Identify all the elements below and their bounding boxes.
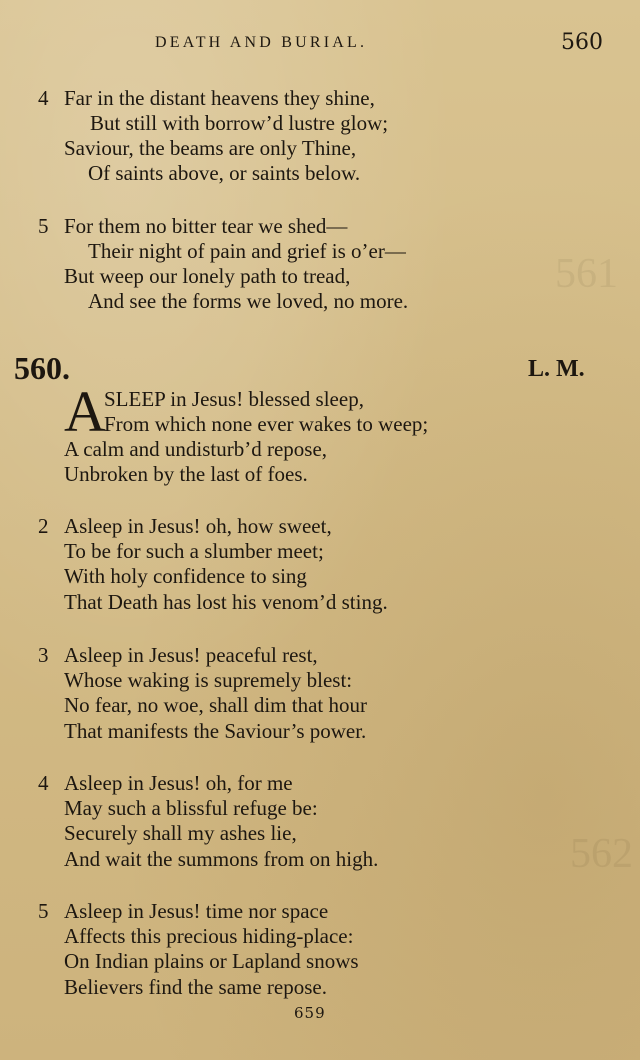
show-through-ornament: 562 bbox=[570, 831, 633, 877]
verse-number: 4 bbox=[38, 86, 49, 110]
verse-line: And wait the summons from on high. bbox=[64, 847, 379, 871]
verse-line: With holy confidence to sing bbox=[64, 564, 307, 588]
verse-line: Securely shall my ashes lie, bbox=[64, 821, 297, 845]
verse-line: Unbroken by the last of foes. bbox=[64, 462, 308, 486]
verse-line: That Death has lost his venom’d sting. bbox=[64, 590, 388, 614]
verse-line: Believers find the same repose. bbox=[64, 975, 327, 999]
verse-line: Whose waking is supremely blest: bbox=[64, 668, 353, 692]
page-number-top: 560 bbox=[561, 30, 603, 55]
drop-cap: A bbox=[64, 379, 106, 444]
verse-line: To be for such a slumber meet; bbox=[64, 539, 324, 563]
running-title: DEATH AND BURIAL. bbox=[155, 34, 368, 51]
verse-line: On Indian plains or Lapland snows bbox=[64, 949, 359, 973]
verse-number: 5 bbox=[38, 899, 49, 923]
folio-number: 659 bbox=[294, 1004, 326, 1022]
verse-line: Saviour, the beams are only Thine, bbox=[64, 136, 357, 160]
verse-number: 5 bbox=[38, 214, 49, 238]
running-head bbox=[0, 30, 640, 57]
verse-line: Of saints above, or saints below. bbox=[88, 161, 361, 185]
verse-line: May such a blissful refuge be: bbox=[64, 796, 318, 820]
verse-line: Far in the distant heavens they shine, bbox=[64, 86, 375, 110]
verse-line: Asleep in Jesus! peaceful rest, bbox=[64, 643, 318, 667]
verse-line: Asleep in Jesus! oh, for me bbox=[64, 771, 293, 795]
verse-line: A calm and undisturb’d repose, bbox=[64, 437, 328, 461]
hymn-meter: L. M. bbox=[528, 356, 585, 382]
show-through-ornament: 561 bbox=[555, 251, 618, 297]
verse-line: And see the forms we loved, no more. bbox=[88, 289, 409, 313]
verse-line: From which none ever wakes to weep; bbox=[104, 412, 429, 436]
verse-line: Affects this precious hiding-place: bbox=[64, 924, 354, 948]
verse-line: Asleep in Jesus! time nor space bbox=[64, 899, 329, 923]
verse-line: For them no bitter tear we shed— bbox=[64, 214, 348, 238]
verse-number: 2 bbox=[38, 514, 49, 538]
verse-line: That manifests the Saviour’s power. bbox=[64, 719, 367, 743]
verse-number: 3 bbox=[38, 643, 49, 667]
verse-line: But weep our lonely path to tread, bbox=[64, 264, 351, 288]
verse-line: Asleep in Jesus! oh, how sweet, bbox=[64, 514, 332, 538]
hymn-number: 560. bbox=[14, 350, 70, 386]
verse-number: 4 bbox=[38, 771, 49, 795]
verse-line: Their night of pain and grief is o’er— bbox=[88, 239, 406, 263]
verse-line: But still with borrow’d lustre glow; bbox=[90, 111, 389, 135]
verse-line: No fear, no woe, shall dim that hour bbox=[64, 693, 368, 717]
verse-line: SLEEP in Jesus! blessed sleep, bbox=[104, 387, 364, 411]
